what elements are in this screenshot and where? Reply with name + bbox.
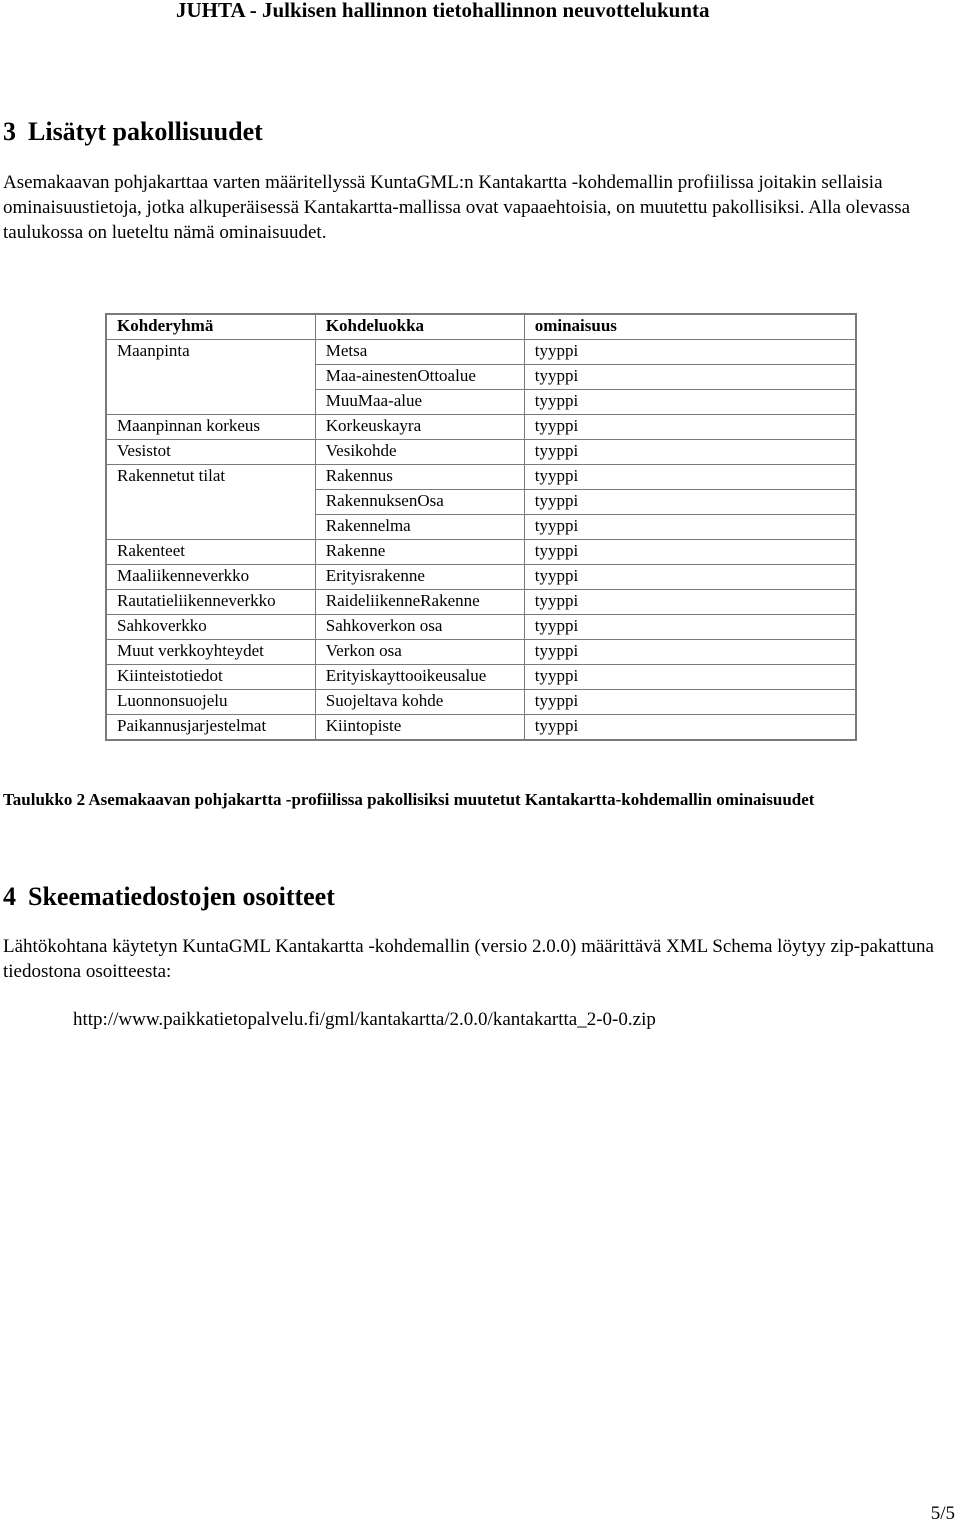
cell-kohderyhma: Maanpinta [106,340,315,365]
column-header-kohdeluokka: Kohdeluokka [315,314,524,340]
table-header-row [106,314,856,340]
table-row [106,465,856,490]
section-4-number: 4 [3,882,16,911]
cell-kohdeluokka-text: RaideliikenneRakenne [325,591,480,610]
table-row [106,515,856,540]
cell-kohderyhma: Muut verkkoyhteydet [106,640,315,665]
table-row [106,640,856,665]
section-4-paragraph: Lähtökohtana käytetyn KuntaGML Kantakartta -kohdemallin (versio 2.0.0) määrittävä XML Schema löytyy zip-pakattuna tiedostona osoitteesta: [3,936,934,982]
section-4-title: Skeematiedostojen osoitteet [28,882,335,911]
cell-kohderyhma: Rakennetut tilat [106,465,315,490]
cell-kohdeluokka-text: Sahkoverkon osa [325,616,443,635]
cell-kohdeluokka [315,690,524,715]
table-row [106,340,856,365]
cell-kohdeluokka [315,415,524,440]
cell-ominaisuus: tyyppi [524,515,856,540]
section-3-heading [3,117,263,147]
cell-kohdeluokka [315,665,524,690]
cell-kohderyhma: Luonnonsuojelu [106,690,315,715]
cell-kohdeluokka [315,565,524,590]
cell-kohdeluokka [315,340,524,365]
cell-kohdeluokka-text: Rakennelma [325,516,411,535]
table-row [106,715,856,741]
cell-ominaisuus: tyyppi [524,640,856,665]
cell-kohdeluokka [315,490,524,515]
cell-kohderyhma [106,390,315,415]
cell-kohdeluokka-text: Rakennus [325,466,393,485]
table-row [106,665,856,690]
cell-kohderyhma [106,365,315,390]
cell-kohderyhma: Vesistot [106,440,315,465]
table-row [106,615,856,640]
table-body [106,340,856,741]
cell-kohderyhma: Rautatieliikenneverkko [106,590,315,615]
cell-ominaisuus: tyyppi [524,615,856,640]
section-4-heading [3,882,335,912]
table-row [106,415,856,440]
cell-kohdeluokka [315,365,524,390]
cell-kohdeluokka-text: Vesikohde [325,441,397,460]
cell-kohdeluokka [315,440,524,465]
cell-ominaisuus: tyyppi [524,415,856,440]
cell-ominaisuus: tyyppi [524,440,856,465]
cell-kohdeluokka-text: Rakenne [325,541,386,560]
cell-kohdeluokka-text: MuuMaa-alue [325,391,423,410]
cell-ominaisuus: tyyppi [524,465,856,490]
cell-kohdeluokka-text: Verkon osa [325,641,402,660]
cell-ominaisuus: tyyppi [524,365,856,390]
cell-kohdeluokka-text: Metsa [325,341,368,360]
cell-kohdeluokka-text: Erityiskayttooikeusalue [325,666,487,685]
table-row [106,540,856,565]
cell-kohdeluokka [315,465,524,490]
table-caption: Taulukko 2 Asemakaavan pohjakartta -profiilissa pakollisiksi muutetut Kantakartta-kohdemallin ominaisuudet [3,790,815,809]
cell-kohdeluokka-text: RakennuksenOsa [325,491,444,510]
cell-ominaisuus: tyyppi [524,390,856,415]
table-row [106,365,856,390]
cell-kohdeluokka [315,590,524,615]
cell-ominaisuus: tyyppi [524,690,856,715]
table-row [106,440,856,465]
schema-url: http://www.paikkatietopalvelu.fi/gml/kantakartta/2.0.0/kantakartta_2-0-0.zip [73,1009,656,1030]
cell-kohderyhma: Sahkoverkko [106,615,315,640]
cell-ominaisuus: tyyppi [524,565,856,590]
section-3-paragraph: Asemakaavan pohjakarttaa varten määritellyssä KuntaGML:n Kantakartta -kohdemallin profiilissa joitakin sellaisia ominaisuustietoja, jotka alkuperäisessä Kantakartta-mallissa ovat vapaaehtoisia, on muutettu pakollisiksi. Alla olevassa taulukossa on lueteltu nämä ominaisuudet. [3,172,911,243]
cell-ominaisuus: tyyppi [524,665,856,690]
cell-ominaisuus: tyyppi [524,590,856,615]
column-header-ominaisuus: ominaisuus [524,314,856,340]
cell-kohderyhma [106,490,315,515]
section-3-title: Lisätyt pakollisuudet [28,117,263,146]
page-number: 5/5 [930,1503,955,1524]
table-row [106,565,856,590]
cell-ominaisuus: tyyppi [524,490,856,515]
cell-kohderyhma: Rakenteet [106,540,315,565]
table-row [106,490,856,515]
cell-kohderyhma: Maanpinnan korkeus [106,415,315,440]
cell-kohdeluokka-text: Maa-ainestenOttoalue [325,366,476,385]
cell-kohderyhma [106,515,315,540]
table-row [106,690,856,715]
cell-kohdeluokka [315,615,524,640]
cell-kohdeluokka [315,640,524,665]
document-header-title: JUHTA - Julkisen hallinnon tietohallinnon neuvottelukunta [176,0,710,22]
cell-kohdeluokka [315,515,524,540]
cell-kohderyhma: Kiinteistotiedot [106,665,315,690]
table-row [106,590,856,615]
cell-ominaisuus: tyyppi [524,540,856,565]
cell-kohdeluokka-text: Kiintopiste [325,716,402,735]
cell-kohdeluokka [315,540,524,565]
cell-kohderyhma: Paikannusjarjestelmat [106,715,315,741]
mandatory-attributes-table [105,313,857,741]
cell-kohdeluokka-text: Korkeuskayra [325,416,422,435]
column-header-kohderyhma: Kohderyhmä [106,314,315,340]
section-3-number: 3 [3,117,16,146]
cell-ominaisuus: tyyppi [524,340,856,365]
cell-kohdeluokka [315,715,524,741]
cell-kohdeluokka-text: Suojeltava kohde [325,691,444,710]
cell-ominaisuus: tyyppi [524,715,856,741]
cell-kohdeluokka-text: Erityisrakenne [325,566,425,585]
table-row [106,390,856,415]
cell-kohderyhma: Maaliikenneverkko [106,565,315,590]
cell-kohdeluokka [315,390,524,415]
